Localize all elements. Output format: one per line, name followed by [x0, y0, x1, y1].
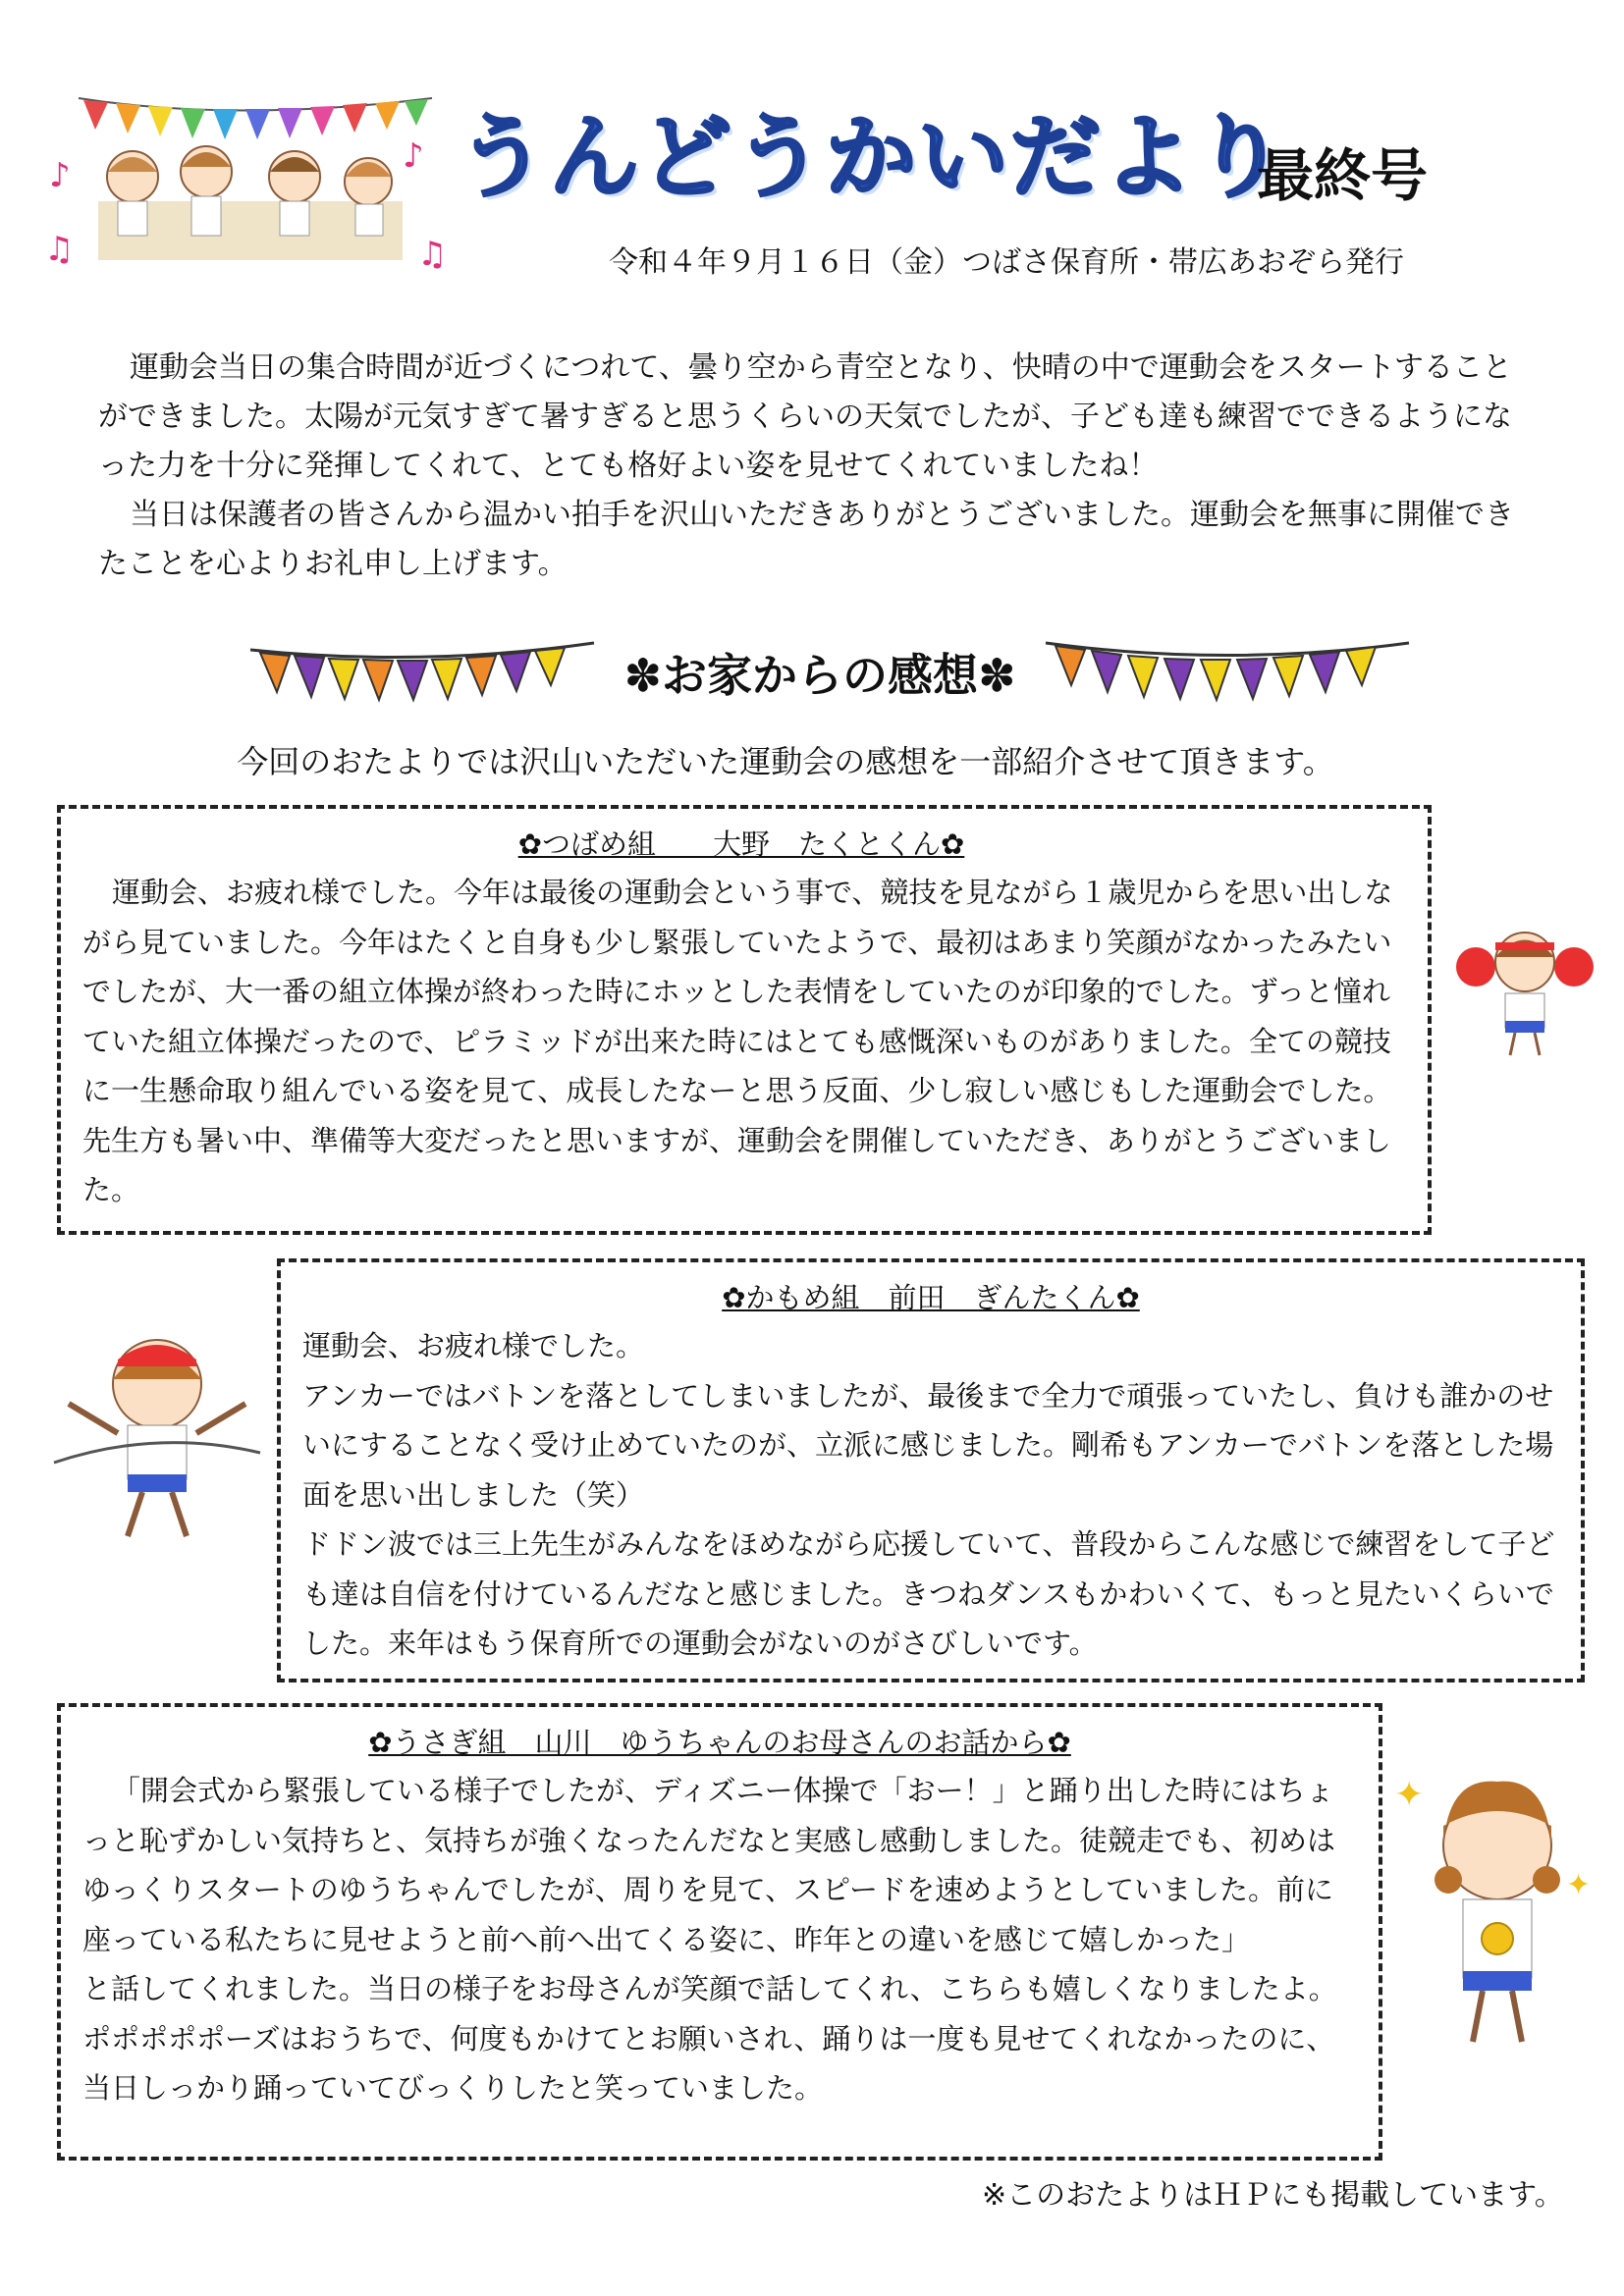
comment-paragraph: と話してくれました。当日の様子をお母さんが笑顔で話してくれ、こちらも嬉しくなりましたよ。ポポポポポーズはおうちで、何度もかけてとお願いされ、踊りは一度も見せてくれなかったのに、当日しっかり踊っていてびっくりしたと笑っていました。 [82, 1972, 1337, 2105]
comment-heading: ✿かもめ組 前田 ぎんたくん✿ [722, 1281, 1140, 1314]
comment-box-tsubame [57, 805, 1432, 1235]
section-subtitle: 今回のおたよりでは沢山いただいた運動会の感想を一部紹介させて頂きます。 [237, 743, 1334, 780]
comment-paragraph: アンカーではバトンを落としてしまいましたが、最後まで全力で頑張っていたし、負けも誰かのせいにすることなく受け止めていたのが、立派に感じました。剛希もアンカーでバトンを落とした場面を思い出しました（笑） [302, 1378, 1554, 1512]
footer-note: ※このおたよりはＨＰにも掲載しています。 [982, 2178, 1564, 2213]
bunting-right-icon [1041, 638, 1414, 717]
intro-paragraph: 当日は保護者の皆さんから温かい拍手を沢山いただきありがとうございました。運動会を無事に開催できたことを心よりお礼申し上げます。 [98, 498, 1514, 581]
svg-text:✦: ✦ [1394, 1775, 1425, 1815]
comment-box-kamome [277, 1258, 1585, 1682]
section-title: ✽お家からの感想✽ [623, 649, 1016, 702]
svg-text:✦: ✦ [1566, 1868, 1592, 1902]
bunting-left-icon [245, 638, 599, 717]
comment-paragraph: 「開会式から緊張している様子でしたが、ディズニー体操で「おー！」と踊り出した時にはちょっと恥ずかしい気持ちと、気持ちが強くなったんだなと実感し感動しました。徒競走でも、初めはゆっくりスタートのゆうちゃんでしたが、周りを見て、スピードを速めようとしていました。前に座っている私たちに見せようと前へ前へ出てくる姿に、昨年との違いを感じて嬉しかった」 [82, 1774, 1336, 1956]
cheerleader-kid-icon [1451, 913, 1598, 1060]
comment-heading: ✿つばめ組 大野 たくとくん✿ [517, 828, 965, 861]
comment-paragraph: 運動会、お疲れ様でした。 [302, 1329, 645, 1362]
svg-text:♪: ♪ [403, 136, 424, 176]
header-illustration [39, 69, 452, 275]
header-bunting-flags [83, 99, 428, 139]
newsletter-title: うんどうかいだより [457, 105, 1288, 210]
intro-text [98, 344, 1532, 589]
comment-box-usagi [57, 1703, 1382, 2161]
comment-paragraph: 運動会、お疲れ様でした。今年は最後の運動会という事で、競技を見ながら１歳児からを思い出しながら見ていました。今年はたくと自身も少し緊張していたようで、最初はあまり笑顔がなかったみたいでしたが、大一番の組立体操が終わった時にホッとした表情をしていたのが印象的でした。ずっと憧れていた組立体操だったので、ピラミッドが出来た時にはとても感慨深いものがありました。全ての競技に一生懸命取り組んでいる姿を見て、成長したなーと思う反面、少し寂しい感じもした運動会でした。先生方も暑い中、準備等大変だったと思いますが、運動会を開催していただき、ありがとうございました。 [82, 876, 1393, 1206]
issue-label: 最終号 [1257, 142, 1429, 209]
comment-paragraph: ドドン波では三上先生がみんなをほめながら応援していて、普段からこんな感じで練習をして子ども達は自信を付けているんだなと感じました。きつねダンスもかわいくて、もっと見たいくらいでした。来年はもう保育所での運動会がないのがさびしいです。 [302, 1527, 1555, 1660]
svg-text:♪: ♪ [49, 156, 71, 195]
running-kid-icon [49, 1315, 265, 1551]
comment-heading: ✿うさぎ組 山川 ゆうちゃんのお母さんのお話から✿ [368, 1726, 1071, 1759]
issue-date-publisher: 令和４年９月１６日（金）つばさ保育所・帯広あおぞら発行 [609, 245, 1404, 280]
svg-text:♫: ♫ [44, 230, 75, 269]
medal-girl-icon [1394, 1757, 1600, 2052]
svg-text:♫: ♫ [417, 235, 448, 274]
intro-paragraph: 運動会当日の集合時間が近づくにつれて、曇り空から青空となり、快晴の中で運動会をスタートすることができました。太陽が元気すぎて暑すぎると思うくらいの天気でしたが、子ども達も練習でできるようになった力を十分に発揮してくれて、とても格好よい姿を見せてくれていましたね！ [98, 350, 1512, 483]
